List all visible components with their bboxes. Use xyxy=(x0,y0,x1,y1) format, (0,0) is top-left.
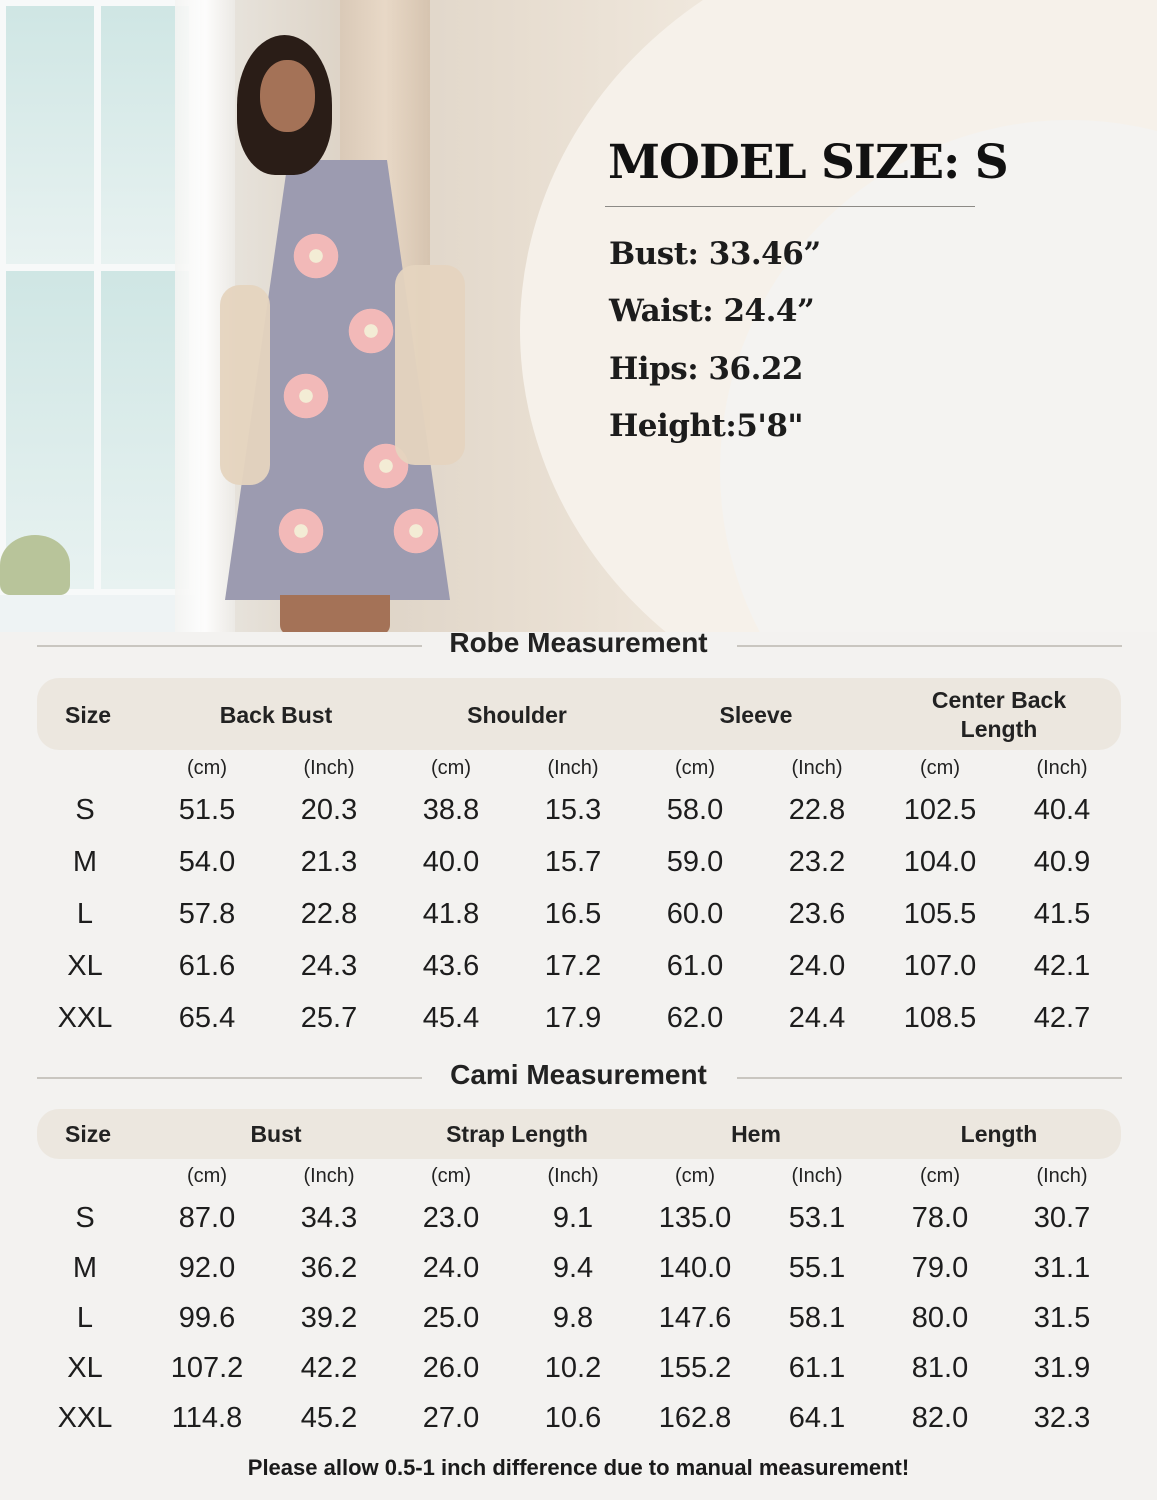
cami-cell: 107.2 xyxy=(170,1352,244,1384)
robe-cell: 15.7 xyxy=(544,846,602,878)
robe-cell: 42.7 xyxy=(1033,1002,1091,1034)
cami-cell: 32.3 xyxy=(1033,1402,1091,1434)
robe-cell: 51.5 xyxy=(178,794,236,826)
robe-cell: 54.0 xyxy=(178,846,236,878)
cami-cell: 31.9 xyxy=(1033,1352,1091,1384)
cami-unit-3: (Inch) xyxy=(547,1165,599,1187)
cami-cell: 39.2 xyxy=(300,1302,358,1334)
robe-cell: 24.0 xyxy=(788,950,846,982)
robe-cell: 15.3 xyxy=(544,794,602,826)
cami-cell: 140.0 xyxy=(658,1252,732,1284)
cami-row-size: XXL xyxy=(57,1402,113,1434)
cami-row-size: L xyxy=(76,1302,94,1334)
robe-unit-6: (cm) xyxy=(920,757,960,779)
robe-section-title: Robe Measurement xyxy=(449,627,708,658)
cami-cell: 45.2 xyxy=(300,1402,358,1434)
robe-cell: 57.8 xyxy=(178,898,236,930)
robe-unit-2: (cm) xyxy=(431,757,471,779)
cami-cell: 147.6 xyxy=(658,1302,732,1334)
stat-hips: Hips: 36.22 xyxy=(609,351,804,387)
robe-cell: 65.4 xyxy=(178,1002,236,1034)
robe-cell: 102.5 xyxy=(903,794,977,826)
cami-cell: 81.0 xyxy=(911,1352,969,1384)
robe-cell: 61.0 xyxy=(666,950,724,982)
stat-waist: Waist: 24.4” xyxy=(609,293,815,329)
model-figure xyxy=(215,35,465,632)
robe-cell: 60.0 xyxy=(666,898,724,930)
cami-cell: 9.4 xyxy=(552,1252,594,1284)
robe-cell: 43.6 xyxy=(422,950,480,982)
cami-section-title: Cami Measurement xyxy=(450,1059,707,1090)
cami-cell: 99.6 xyxy=(178,1302,236,1334)
cami-row-size: M xyxy=(72,1252,98,1284)
cami-header-0: Size xyxy=(64,1121,112,1147)
robe-cell: 61.6 xyxy=(178,950,236,982)
cami-cell: 24.0 xyxy=(422,1252,480,1284)
cami-cell: 92.0 xyxy=(178,1252,236,1284)
cami-cell: 53.1 xyxy=(788,1202,846,1234)
cami-cell: 23.0 xyxy=(422,1202,480,1234)
robe-cell: 107.0 xyxy=(903,950,977,982)
robe-unit-0: (cm) xyxy=(187,757,227,779)
robe-cell: 38.8 xyxy=(422,794,480,826)
robe-cell: 24.4 xyxy=(788,1002,846,1034)
cardigan-left xyxy=(220,285,270,485)
robe-cell: 42.1 xyxy=(1033,950,1091,982)
robe-header-1: Back Bust xyxy=(219,702,333,728)
robe-cell: 24.3 xyxy=(300,950,358,982)
cami-unit-7: (Inch) xyxy=(1036,1165,1088,1187)
cami-row-size: XL xyxy=(67,1352,103,1384)
cami-row-size: S xyxy=(75,1202,95,1234)
robe-cell: 41.8 xyxy=(422,898,480,930)
cami-cell: 79.0 xyxy=(911,1252,969,1284)
robe-cell: 40.0 xyxy=(422,846,480,878)
cami-unit-0: (cm) xyxy=(187,1165,227,1187)
heading-divider xyxy=(605,206,975,207)
plant xyxy=(0,535,70,595)
robe-cell: 45.4 xyxy=(422,1002,480,1034)
cami-cell: 31.1 xyxy=(1033,1252,1091,1284)
cami-cell: 27.0 xyxy=(422,1402,480,1434)
cami-cell: 114.8 xyxy=(171,1402,243,1434)
robe-cell: 108.5 xyxy=(903,1002,977,1034)
robe-unit-5: (Inch) xyxy=(791,757,843,779)
robe-cell: 17.2 xyxy=(544,950,602,982)
cami-unit-1: (Inch) xyxy=(303,1165,355,1187)
cami-unit-6: (cm) xyxy=(920,1165,960,1187)
cami-unit-2: (cm) xyxy=(431,1165,471,1187)
robe-cell: 16.5 xyxy=(544,898,602,930)
stat-bust: Bust: 33.46” xyxy=(609,236,821,272)
robe-cell: 25.7 xyxy=(300,1002,358,1034)
cami-header-4: Length xyxy=(960,1121,1038,1147)
robe-row-size: XXL xyxy=(57,1002,113,1034)
robe-row-size: S xyxy=(75,794,95,826)
robe-cell: 22.8 xyxy=(300,898,358,930)
robe-header-4: Center Back Length xyxy=(931,687,1067,742)
robe-cell: 59.0 xyxy=(666,846,724,878)
robe-header-3: Sleeve xyxy=(719,702,793,728)
cami-header-1: Bust xyxy=(250,1121,302,1147)
robe-cell: 104.0 xyxy=(903,846,977,878)
robe-cell: 105.5 xyxy=(903,898,977,930)
robe-row-size: XL xyxy=(67,950,103,982)
cami-cell: 10.6 xyxy=(544,1402,602,1434)
robe-cell: 17.9 xyxy=(544,1002,602,1034)
robe-unit-3: (Inch) xyxy=(547,757,599,779)
robe-cell: 23.2 xyxy=(788,846,846,878)
cami-cell: 87.0 xyxy=(178,1202,236,1234)
cami-cell: 10.2 xyxy=(544,1352,602,1384)
cami-cell: 26.0 xyxy=(422,1352,480,1384)
robe-cell: 21.3 xyxy=(300,846,358,878)
cami-unit-5: (Inch) xyxy=(791,1165,843,1187)
robe-cell: 20.3 xyxy=(300,794,358,826)
cami-cell: 80.0 xyxy=(911,1302,969,1334)
robe-cell: 23.6 xyxy=(788,898,846,930)
robe-header-2: Shoulder xyxy=(467,702,567,728)
cami-cell: 135.0 xyxy=(658,1202,732,1234)
cami-cell: 64.1 xyxy=(788,1402,846,1434)
measurement-note: Please allow 0.5-1 inch difference due to manual measurement! xyxy=(247,1455,910,1480)
cardigan-right xyxy=(395,265,465,465)
cami-cell: 78.0 xyxy=(911,1202,969,1234)
cami-cell: 34.3 xyxy=(300,1202,358,1234)
cami-unit-4: (cm) xyxy=(675,1165,715,1187)
cami-cell: 9.8 xyxy=(552,1302,594,1334)
robe-unit-7: (Inch) xyxy=(1036,757,1088,779)
robe-cell: 62.0 xyxy=(666,1002,724,1034)
robe-cell: 40.4 xyxy=(1033,794,1091,826)
cami-cell: 25.0 xyxy=(422,1302,480,1334)
cami-cell: 36.2 xyxy=(300,1252,358,1284)
cami-cell: 55.1 xyxy=(788,1252,846,1284)
robe-row-size: M xyxy=(72,846,98,878)
cami-cell: 61.1 xyxy=(788,1352,846,1384)
cami-cell: 162.8 xyxy=(658,1402,732,1434)
cami-cell: 155.2 xyxy=(658,1352,732,1384)
cami-cell: 58.1 xyxy=(788,1302,846,1334)
robe-cell: 40.9 xyxy=(1033,846,1091,878)
robe-unit-4: (cm) xyxy=(675,757,715,779)
face xyxy=(260,60,315,132)
cami-cell: 9.1 xyxy=(552,1202,594,1234)
model-photo xyxy=(0,0,1157,632)
robe-cell: 22.8 xyxy=(788,794,846,826)
stat-height: Height:5'8" xyxy=(609,408,804,444)
cami-cell: 31.5 xyxy=(1033,1302,1091,1334)
robe-cell: 58.0 xyxy=(666,794,724,826)
robe-cell: 41.5 xyxy=(1033,898,1091,930)
cami-cell: 30.7 xyxy=(1033,1202,1091,1234)
robe-row-size: L xyxy=(76,898,94,930)
cami-cell: 82.0 xyxy=(911,1402,969,1434)
cami-header-2: Strap Length xyxy=(446,1121,588,1147)
model-size-heading: MODEL SIZE: S xyxy=(608,135,1008,190)
cami-cell: 42.2 xyxy=(300,1352,358,1384)
robe-header-0: Size xyxy=(64,702,112,728)
cami-header-3: Hem xyxy=(731,1121,781,1147)
robe-unit-1: (Inch) xyxy=(303,757,355,779)
